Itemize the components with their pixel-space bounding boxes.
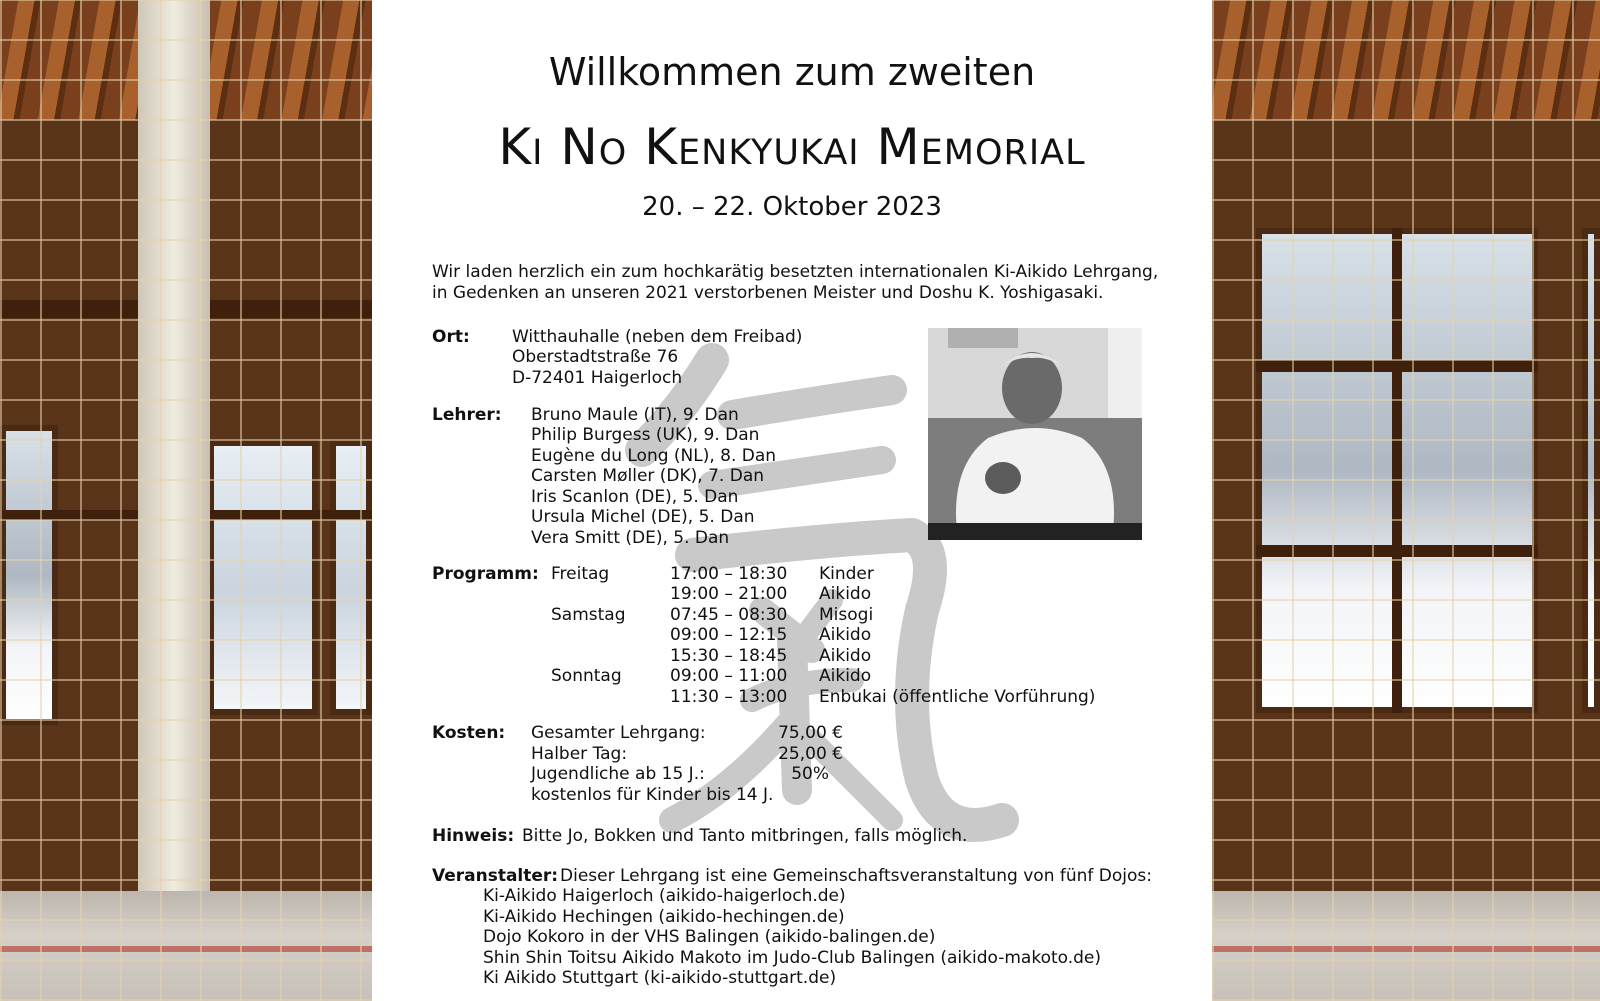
intro-line-1: Wir laden herzlich ein zum hochkarätig besetzten internationalen Ki-Aikido Lehrgang, bbox=[432, 262, 1159, 282]
ort-line: D-72401 Haigerloch bbox=[512, 368, 683, 388]
teacher-item: Eugène du Long (NL), 8. Dan bbox=[531, 446, 777, 466]
background-photo-right bbox=[1212, 0, 1600, 1001]
cost-price: 50% bbox=[791, 764, 829, 784]
schedule-activity: Misogi bbox=[819, 605, 874, 625]
welcome-heading: Willkommen zum zweiten bbox=[548, 50, 1036, 94]
ort-label: Ort: bbox=[432, 327, 470, 347]
schedule-activity: Enbukai (öffentliche Vorführung) bbox=[819, 687, 1096, 707]
cost-item: Gesamter Lehrgang: bbox=[531, 723, 706, 743]
schedule-day: Freitag bbox=[551, 564, 610, 584]
dojo-item: Ki-Aikido Hechingen (aikido-hechingen.de) bbox=[483, 907, 845, 927]
intro-line-2: in Gedenken an unseren 2021 verstorbenen Meister und Doshu K. Yoshigasaki. bbox=[432, 283, 1104, 303]
schedule-time: 09:00 – 11:00 bbox=[670, 666, 788, 686]
schedule-time: 17:00 – 18:30 bbox=[670, 564, 788, 584]
dojo-item: Ki Aikido Stuttgart (ki-aikido-stuttgart.de) bbox=[483, 968, 837, 988]
schedule-activity: Kinder bbox=[819, 564, 874, 584]
schedule-time: 07:45 – 08:30 bbox=[670, 605, 788, 625]
schedule-activity: Aikido bbox=[819, 666, 872, 686]
dojo-item: Shin Shin Toitsu Aikido Makoto im Judo-Club Balingen (aikido-makoto.de) bbox=[483, 948, 1102, 968]
cost-note: kostenlos für Kinder bis 14 J. bbox=[531, 785, 774, 805]
schedule-time: 19:00 – 21:00 bbox=[670, 584, 788, 604]
teacher-item: Vera Smitt (DE), 5. Dan bbox=[531, 528, 730, 548]
veranstalter-label: Veranstalter: bbox=[432, 866, 559, 886]
ort-line: Oberstadtstraße 76 bbox=[512, 347, 679, 367]
cost-price: 75,00 € bbox=[778, 723, 843, 743]
portrait-photo bbox=[928, 328, 1142, 540]
ort-line: Witthauhalle (neben dem Freibad) bbox=[512, 327, 803, 347]
schedule-day: Samstag bbox=[551, 605, 626, 625]
teacher-item: Iris Scanlon (DE), 5. Dan bbox=[531, 487, 739, 507]
schedule-activity: Aikido bbox=[819, 584, 872, 604]
event-date: 20. – 22. Oktober 2023 bbox=[642, 192, 942, 222]
schedule-time: 11:30 – 13:00 bbox=[670, 687, 788, 707]
schedule-time: 09:00 – 12:15 bbox=[670, 625, 788, 645]
schedule-day: Sonntag bbox=[551, 666, 622, 686]
teacher-item: Ursula Michel (DE), 5. Dan bbox=[531, 507, 755, 527]
schedule-activity: Aikido bbox=[819, 625, 872, 645]
background-photo-left bbox=[0, 0, 372, 1001]
schedule-activity: Aikido bbox=[819, 646, 872, 666]
cost-item: Jugendliche ab 15 J.: bbox=[531, 764, 705, 784]
event-title: Ki No Kenkyukai Memorial bbox=[498, 118, 1086, 176]
teacher-item: Philip Burgess (UK), 9. Dan bbox=[531, 425, 760, 445]
kosten-label: Kosten: bbox=[432, 723, 506, 743]
teacher-item: Bruno Maule (IT), 9. Dan bbox=[531, 405, 739, 425]
schedule-time: 15:30 – 18:45 bbox=[670, 646, 788, 666]
flyer-page bbox=[372, 0, 1212, 1001]
dojo-item: Ki-Aikido Haigerloch (aikido-haigerloch.de) bbox=[483, 886, 846, 906]
dojo-item: Dojo Kokoro in der VHS Balingen (aikido-balingen.de) bbox=[483, 927, 936, 947]
lehrer-label: Lehrer: bbox=[432, 405, 502, 425]
cost-price: 25,00 € bbox=[778, 744, 843, 764]
cost-item: Halber Tag: bbox=[531, 744, 628, 764]
programm-label: Programm: bbox=[432, 564, 539, 584]
teacher-item: Carsten Møller (DK), 7. Dan bbox=[531, 466, 765, 486]
veranstalter-text: Dieser Lehrgang ist eine Gemeinschaftsveranstaltung von fünf Dojos: bbox=[560, 866, 1153, 886]
hinweis-text: Bitte Jo, Bokken und Tanto mitbringen, falls möglich. bbox=[522, 826, 968, 846]
hinweis-label: Hinweis: bbox=[432, 826, 515, 846]
